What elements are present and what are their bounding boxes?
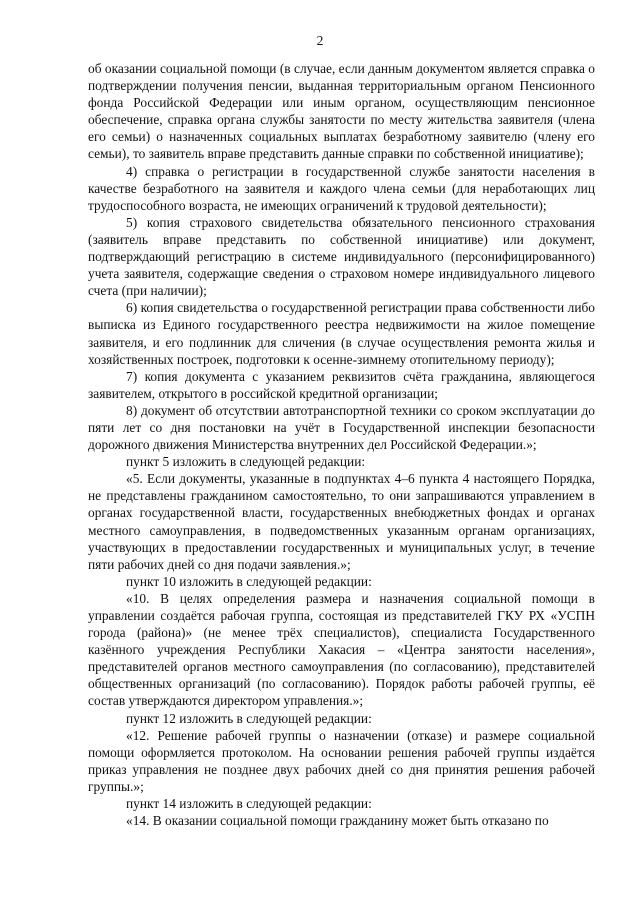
paragraph: пункт 12 изложить в следующей редакции: [126, 710, 372, 726]
paragraph: пункт 10 изложить в следующей редакции: [126, 573, 372, 589]
paragraph: пункт 14 изложить в следующей редакции: [126, 796, 372, 812]
paragraph: 8) документ об отсутствии автотранспортной техники со сроком эксплуатации до пяти лет со дня постановки на учёт в Государственной инспекции безопасности дорожного движения Министерства внутренних дел Российской Федерации.»; [88, 402, 595, 453]
paragraph: «12. Решение рабочей группы о назначении (отказе) и размере социальной помощи оформляется протоколом. На основании решения рабочей группы издаётся приказ управления не позднее двух рабочих дней со дня принятия решения рабочей группы.»; [88, 727, 595, 794]
page-number: 2 [316, 33, 324, 48]
paragraph: «14. В оказании социальной помощи гражданину может быть отказано по [126, 813, 549, 829]
paragraph: пункт 5 изложить в следующей редакции: [126, 454, 366, 470]
paragraph: 4) справка о регистрации в государственной службе занятости населения в качестве безработного на заявителя и каждого члена семьи (для неработающих лиц трудоспособного возраста, не имеющих ограничений к трудовой деятельности); [88, 163, 595, 213]
paragraph: 5) копия страхового свидетельства обязательного пенсионного страхования (заявитель вправе представить по собственной инициативе) или документ, подтверждающий регистрацию в системе индивидуального (персонифицированного) учета заявителя, содержащие сведения о страховом номере индивидуального лицевого счета (при наличии); [88, 214, 595, 299]
paragraph: 6) копия свидетельства о государственной регистрации права собственности либо выписка из Единого государственного реестра недвижимости на жилое помещение заявителя, и его подлинник для сличения (в случае осуществления ремонта жилья и хозяйственных построек, подготовки к осенне-зимнему отопительному периоду); [88, 300, 595, 367]
paragraph: об оказании социальной помощи (в случае, если данным документом является справка о подтверждении получения пенсии, выданная территориальным органом Пенсионного фонда Российской Федерации или иным органом, осуществляющим пенсионное обеспечение, справка органа службы занятости по месту жительства заявителя (члена его семьи) о назначенных социальных выплатах безработному заявителю (члену его семьи), то заявитель вправе представить данные справки по собственной инициативе); [88, 61, 595, 162]
paragraph: «10. В целях определения размера и назначения социальной помощи в управлении создаётся рабочая группа, состоящая из представителей ГКУ РХ «УСПН города (района)» (не менее трёх специалистов), специалиста Государственного казённого учреждения Республики Хакасия – «Центра занятости населения», представителей органов местного самоуправления (по согласованию), представителей общественных организаций (по согласованию). Порядок работы рабочей группы, её состав утверждаются директором управления.»; [88, 590, 595, 709]
paragraph: 7) копия документа с указанием реквизитов счёта гражданина, являющегося заявителем, открытого в российской кредитной организации; [88, 368, 595, 401]
paragraph: «5. Если документы, указанные в подпунктах 4–6 пункта 4 настоящего Порядка, не представлены гражданином самостоятельно, то они запрашиваются управлением в органах государственной власти, государственных внебюджетных фондах и органах местного самоуправления, в подведомственных указанным органам организациях, участвующих в предоставлении государственных и муниципальных услуг, в течение пяти рабочих дней со дня подачи заявления.»; [88, 471, 595, 572]
document-body [88, 60, 595, 829]
